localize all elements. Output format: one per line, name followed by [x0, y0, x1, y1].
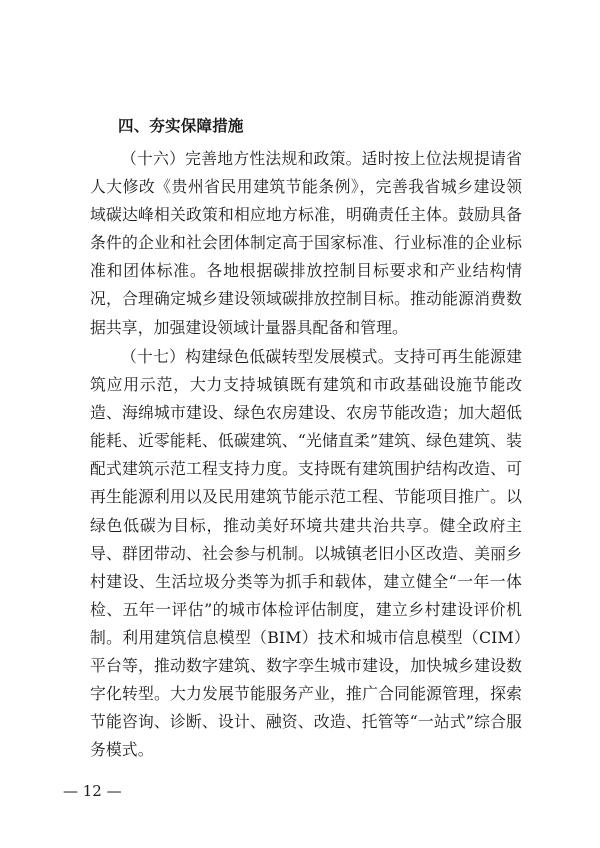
paragraph-seventeen-lead: （十七）构建绿色低碳转型发展模式。 [121, 347, 394, 366]
paragraph-sixteen-lead: （十六）完善地方性法规和政策。 [121, 149, 362, 168]
paragraph-seventeen [90, 343, 522, 764]
paragraph-seventeen-body: 支持可再生能源建筑应用示范，大力支持城镇既有建筑和市政基础设施节能改造、海绵城市建设、绿色农房建设、农房节能改造；加大超低能耗、近零能耗、低碳建筑、“光储直柔”建筑、绿色建筑、装配式建筑示范工程支持力度。支持既有建筑围护结构改造、可再生能源利用以及民用建筑节能示范工程、节能项目推广。以绿色低碳为目标，推动美好环境共建共治共享。健全政府主导、群团带动、社会参与机制。以城镇老旧小区改造、美丽乡村建设、生活垃圾分类等为抓手和载体，建立健全“一年一体检、五年一评估”的城市体检评估制度，建立乡村建设评价机制。利用建筑信息模型（BIM）技术和城市信息模型（CIM）平台等，推动数字建筑、数字孪生城市建设，加快城乡建设数字化转型。大力发展节能服务产业，推广合同能源管理，探索节能咨询、诊断、设计、融资、改造、托管等“一站式”综合服务模式。 [90, 347, 522, 760]
paragraph-sixteen [90, 145, 522, 342]
page-number: — 12 — [63, 782, 122, 800]
paragraph-sixteen-body: 适时按上位法规提请省人大修改《贵州省民用建筑节能条例》，完善我省城乡建设领域碳达峰相关政策和相应地方标准，明确责任主体。鼓励具备条件的企业和社会团体制定高于国家标准、行业标准的企业标准和团体标准。各地根据碳排放控制目标要求和产业结构情况，合理确定城乡建设领域碳排放控制目标。推动能源消费数据共享，加强建设领域计量器具配备和管理。 [90, 149, 522, 337]
section-heading: 四、夯实保障措施 [118, 117, 244, 135]
